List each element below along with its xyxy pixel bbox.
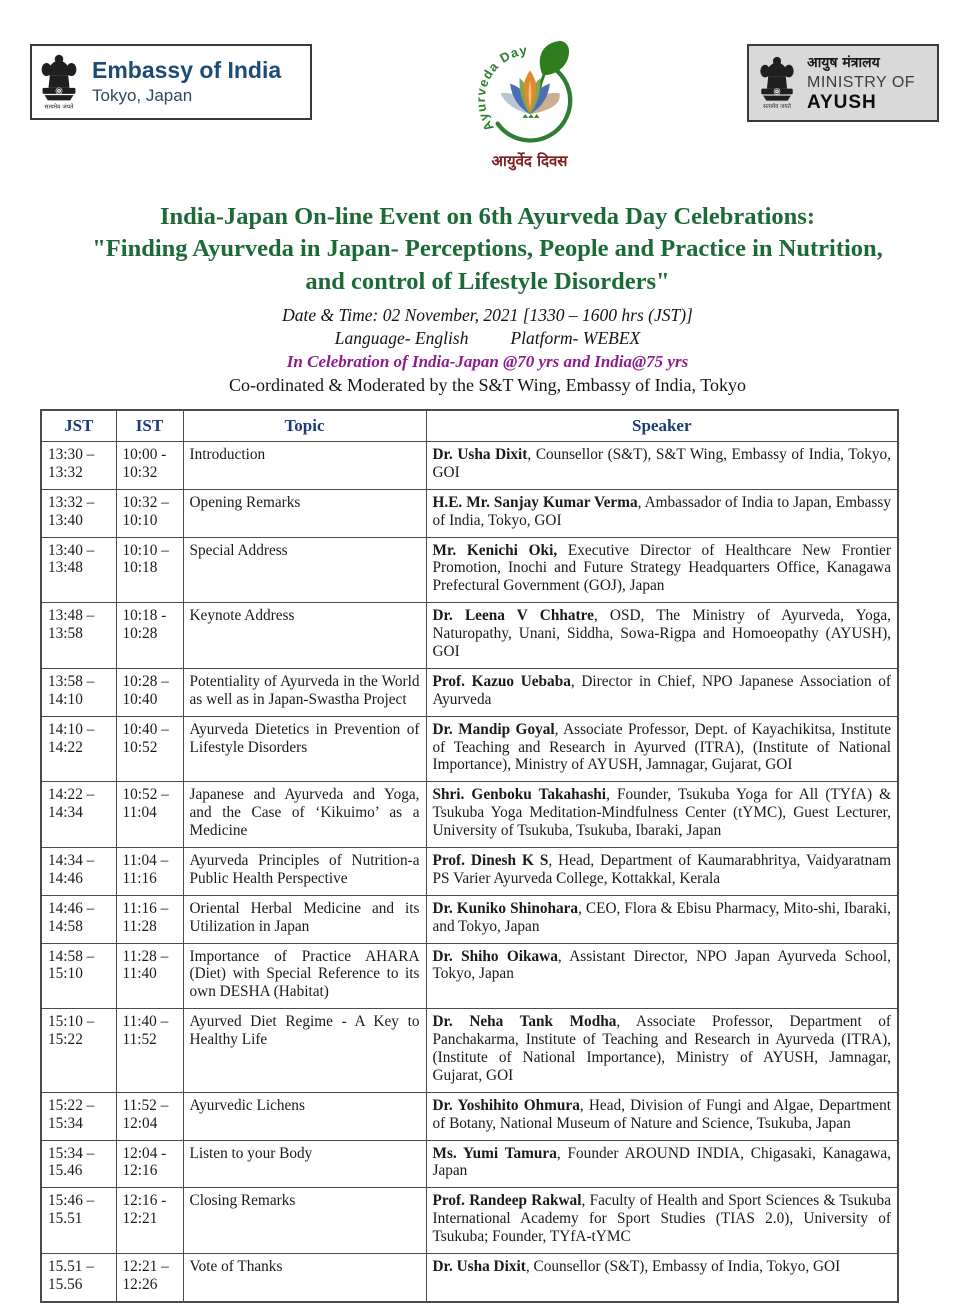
speaker-desc: , Head, Department of Kaumarabhritya, Vaidyaratnam PS Varier Ayurveda College, Kottakkal, Kerala bbox=[432, 852, 892, 887]
speaker-desc: , Head, Division of Fungi and Algae, Department of Botany, National Museum of Nature and Science, Tsukuba, Japan bbox=[432, 1096, 891, 1132]
speaker-cell bbox=[426, 489, 898, 537]
celebration-line: In Celebration of India-Japan @70 yrs and India@75 yrs bbox=[286, 351, 689, 371]
jst-cell: 14:22 – 14:34 bbox=[41, 782, 116, 848]
ist-cell: 11:52 – 12:04 bbox=[116, 1092, 183, 1140]
speaker-name: Prof. Dinesh K S bbox=[432, 852, 549, 870]
speaker-cell bbox=[426, 668, 898, 716]
jst-cell: 13:48 – 13:58 bbox=[41, 603, 116, 669]
ayush-label: AYUSH bbox=[807, 91, 877, 113]
speaker-name: Ms. Yumi Tamura bbox=[432, 1144, 557, 1162]
title-block bbox=[0, 201, 975, 396]
ayurveda-day-icon bbox=[468, 38, 592, 156]
india-emblem-icon bbox=[36, 47, 82, 117]
table-row bbox=[41, 1188, 898, 1254]
agenda-header-row bbox=[41, 410, 898, 442]
speaker-name: Dr. Usha Dixit bbox=[432, 445, 528, 463]
table-row bbox=[41, 441, 898, 489]
agenda-table bbox=[40, 409, 899, 1303]
speaker-desc: , Assistant Director, NPO Japan Ayurveda School, Tokyo, Japan bbox=[432, 947, 891, 983]
language-platform-line bbox=[0, 328, 975, 349]
ist-column-header: IST bbox=[116, 410, 183, 442]
topic-cell: Special Address bbox=[183, 537, 426, 603]
topic-cell: Closing Remarks bbox=[183, 1188, 426, 1254]
jst-cell: 15:10 – 15:22 bbox=[41, 1009, 116, 1093]
event-platform: Platform- WEBEX bbox=[510, 327, 641, 348]
jst-cell: 13:40 – 13:48 bbox=[41, 537, 116, 603]
jst-cell: 15.51 – 15.56 bbox=[41, 1254, 116, 1302]
event-title-line3: and control of Lifestyle Disorders" bbox=[305, 267, 670, 295]
speaker-cell bbox=[426, 1140, 898, 1188]
ayurveda-day-hindi-caption: आयुर्वेद दिवस bbox=[491, 152, 568, 170]
event-title-line2: "Finding Ayurveda in Japan- Perceptions, People and Practice in Nutrition, bbox=[92, 235, 883, 263]
speaker-desc: , CEO, Flora & Ebisu Pharmacy, Mito-shi, Ibaraki, and Tokyo, Japan bbox=[432, 899, 891, 935]
speaker-name: Dr. Usha Dixit bbox=[432, 1258, 526, 1276]
speaker-cell bbox=[426, 1009, 898, 1093]
speaker-cell bbox=[426, 603, 898, 669]
ayush-hindi-title: आयुष मंत्रालय bbox=[807, 54, 880, 71]
topic-cell: Opening Remarks bbox=[183, 489, 426, 537]
event-title bbox=[38, 201, 938, 298]
ist-cell: 10:52 – 11:04 bbox=[116, 782, 183, 848]
event-title-line1: India-Japan On-line Event on 6th Ayurveda Day Celebrations: bbox=[160, 203, 815, 230]
table-row bbox=[41, 716, 898, 782]
topic-cell: Japanese and Ayurveda and Yoga, and the Case of ‘Kikuimo’ as a Medicine bbox=[183, 782, 426, 848]
table-row bbox=[41, 895, 898, 943]
speaker-cell bbox=[426, 1254, 898, 1302]
topic-cell: Listen to your Body bbox=[183, 1140, 426, 1188]
speaker-name: Dr. Mandip Goyal bbox=[432, 720, 555, 738]
speaker-cell bbox=[426, 1092, 898, 1140]
jst-cell: 13:58 – 14:10 bbox=[41, 668, 116, 716]
speaker-cell bbox=[426, 848, 898, 896]
speaker-desc: , Counsellor (S&T), S&T Wing, Embassy of India, Tokyo, GOI bbox=[432, 445, 891, 481]
ist-cell: 11:28 – 11:40 bbox=[116, 943, 183, 1009]
speaker-name: Dr. Yoshihito Ohmura bbox=[432, 1096, 580, 1114]
speaker-cell bbox=[426, 716, 898, 782]
jst-cell: 14:58 – 15:10 bbox=[41, 943, 116, 1009]
table-row bbox=[41, 537, 898, 603]
topic-column-header: Topic bbox=[183, 410, 426, 442]
speaker-desc: , Counsellor (S&T), Embassy of India, Tokyo, GOI bbox=[525, 1258, 841, 1276]
speaker-cell bbox=[426, 537, 898, 603]
embassy-subtitle: Tokyo, Japan bbox=[92, 86, 193, 106]
topic-cell: Ayurveda Dietetics in Prevention of Lifestyle Disorders bbox=[183, 716, 426, 782]
speaker-cell bbox=[426, 895, 898, 943]
table-row bbox=[41, 782, 898, 848]
speaker-cell bbox=[426, 943, 898, 1009]
jst-cell: 15:22 – 15:34 bbox=[41, 1092, 116, 1140]
ist-cell: 12:16 - 12:21 bbox=[116, 1188, 183, 1254]
speaker-name: Prof. Kazuo Uebaba bbox=[432, 672, 571, 690]
jst-cell: 15:34 – 15.46 bbox=[41, 1140, 116, 1188]
speaker-name: Dr. Leena V Chhatre bbox=[432, 607, 594, 625]
embassy-title: Embassy of India bbox=[92, 56, 282, 83]
table-row bbox=[41, 489, 898, 537]
jst-column-header: JST bbox=[41, 410, 116, 442]
table-row bbox=[41, 943, 898, 1009]
table-row bbox=[41, 1092, 898, 1140]
speaker-desc: , Ambassador of India to Japan, Embassy of India, Tokyo, GOI bbox=[432, 493, 891, 529]
ayush-emblem-icon bbox=[755, 49, 799, 117]
ist-cell: 10:00 - 10:32 bbox=[116, 441, 183, 489]
speaker-desc: , Faculty of Health and Sport Sciences & Tsukuba International Academy for Sport Studies (TIAS 2.0), University of Tsukuba; Founder, TYfA-tYMC bbox=[432, 1192, 891, 1246]
ayurveda-day-logo bbox=[460, 38, 600, 171]
table-row bbox=[41, 848, 898, 896]
speaker-name: Dr. Kuniko Shinohara bbox=[432, 899, 579, 917]
table-row bbox=[41, 1009, 898, 1093]
ayurveda-day-curved-text: Ayurveda Day bbox=[472, 42, 529, 135]
speaker-name: Mr. Kenichi Oki, bbox=[432, 541, 558, 559]
speaker-desc: , Associate Professor, Dept. of Kayachikitsa, Institute of Teaching and Research in Ayurved (ITRA), (Institute of National Importance), Ministry of AYUSH, Jamnagar, Gujarat, GOI bbox=[432, 720, 891, 774]
speaker-name: H.E. Mr. Sanjay Kumar Verma bbox=[432, 493, 638, 511]
jst-cell: 13:30 – 13:32 bbox=[41, 441, 116, 489]
table-row bbox=[41, 603, 898, 669]
topic-cell: Introduction bbox=[183, 441, 426, 489]
speaker-cell bbox=[426, 1188, 898, 1254]
speaker-name: Prof. Randeep Rakwal bbox=[432, 1192, 582, 1210]
speaker-desc: , Associate Professor, Department of Panchakarma, Institute of Teaching and Research in Ayurveda (ITRA), (Institute of National Importance), Ministry of AYUSH, Jamnagar, Gujarat, GOI bbox=[432, 1013, 892, 1084]
speaker-desc: Executive Director of Healthcare New Frontier Promotion, Inochi and Future Strategy Headquarters Office, Kanagawa Prefectural Government (GOJ), Japan bbox=[432, 541, 891, 595]
event-datetime: Date & Time: 02 November, 2021 [1330 – 1600 hrs (JST)] bbox=[282, 304, 693, 325]
ist-cell: 12:21 – 12:26 bbox=[116, 1254, 183, 1302]
ist-cell: 10:40 – 10:52 bbox=[116, 716, 183, 782]
coordination-line: Co-ordinated & Moderated by the S&T Wing, Embassy of India, Tokyo bbox=[229, 374, 746, 395]
table-row bbox=[41, 1254, 898, 1302]
speaker-desc: , OSD, The Ministry of Ayurveda, Yoga, Naturopathy, Unani, Siddha, Sowa-Rigpa and Homoeopathy (AYUSH), GOI bbox=[432, 607, 891, 660]
speaker-desc: , Founder AROUND INDIA, Chigasaki, Kanagawa, Japan bbox=[432, 1144, 891, 1180]
speaker-column-header: Speaker bbox=[426, 410, 898, 442]
logo-row bbox=[0, 0, 975, 171]
speaker-desc: , Director in Chief, NPO Japanese Association of Ayurveda bbox=[432, 672, 891, 708]
ist-cell: 10:32 – 10:10 bbox=[116, 489, 183, 537]
ist-cell: 11:04 – 11:16 bbox=[116, 848, 183, 896]
speaker-desc: , Founder, Tsukuba Yoga for All (TYfA) & Tsukuba Yoga Meditation-Mindfulness Center (tYMC), Guest Lecturer, University of Tsukuba, Tsukuba, Ibaraki, Japan bbox=[432, 786, 891, 840]
table-row bbox=[41, 668, 898, 716]
topic-cell: Ayurved Diet Regime - A Key to Healthy Life bbox=[183, 1009, 426, 1093]
jst-cell: 13:32 – 13:40 bbox=[41, 489, 116, 537]
topic-cell: Ayurveda Principles of Nutrition-a Public Health Perspective bbox=[183, 848, 426, 896]
ministry-of-ayush-logo bbox=[747, 44, 939, 122]
topic-cell: Ayurvedic Lichens bbox=[183, 1092, 426, 1140]
ist-cell: 11:16 – 11:28 bbox=[116, 895, 183, 943]
jst-cell: 14:46 – 14:58 bbox=[41, 895, 116, 943]
ist-cell: 10:28 – 10:40 bbox=[116, 668, 183, 716]
speaker-cell bbox=[426, 441, 898, 489]
ist-cell: 10:18 - 10:28 bbox=[116, 603, 183, 669]
ayush-ministry-of-label: MINISTRY OF bbox=[807, 73, 916, 91]
topic-cell: Importance of Practice AHARA (Diet) with Special Reference to its own DESHA (Habitat) bbox=[183, 943, 426, 1009]
table-row bbox=[41, 1140, 898, 1188]
topic-cell: Keynote Address bbox=[183, 603, 426, 669]
jst-cell: 15:46 – 15.51 bbox=[41, 1188, 116, 1254]
jst-cell: 14:34 – 14:46 bbox=[41, 848, 116, 896]
jst-cell: 14:10 – 14:22 bbox=[41, 716, 116, 782]
agenda-table-body bbox=[41, 441, 898, 1301]
event-language: Language- English bbox=[334, 327, 469, 348]
topic-cell: Potentiality of Ayurveda in the World as well as in Japan-Swastha Project bbox=[183, 668, 426, 716]
ist-cell: 12:04 - 12:16 bbox=[116, 1140, 183, 1188]
embassy-of-india-logo bbox=[30, 44, 312, 120]
ist-cell: 11:40 – 11:52 bbox=[116, 1009, 183, 1093]
ist-cell: 10:10 – 10:18 bbox=[116, 537, 183, 603]
topic-cell: Oriental Herbal Medicine and its Utilization in Japan bbox=[183, 895, 426, 943]
speaker-name: Dr. Shiho Oikawa bbox=[432, 947, 558, 965]
speaker-name: Dr. Neha Tank Modha bbox=[432, 1013, 617, 1031]
speaker-cell bbox=[426, 782, 898, 848]
topic-cell: Vote of Thanks bbox=[183, 1254, 426, 1302]
speaker-name: Shri. Genboku Takahashi bbox=[432, 786, 607, 804]
